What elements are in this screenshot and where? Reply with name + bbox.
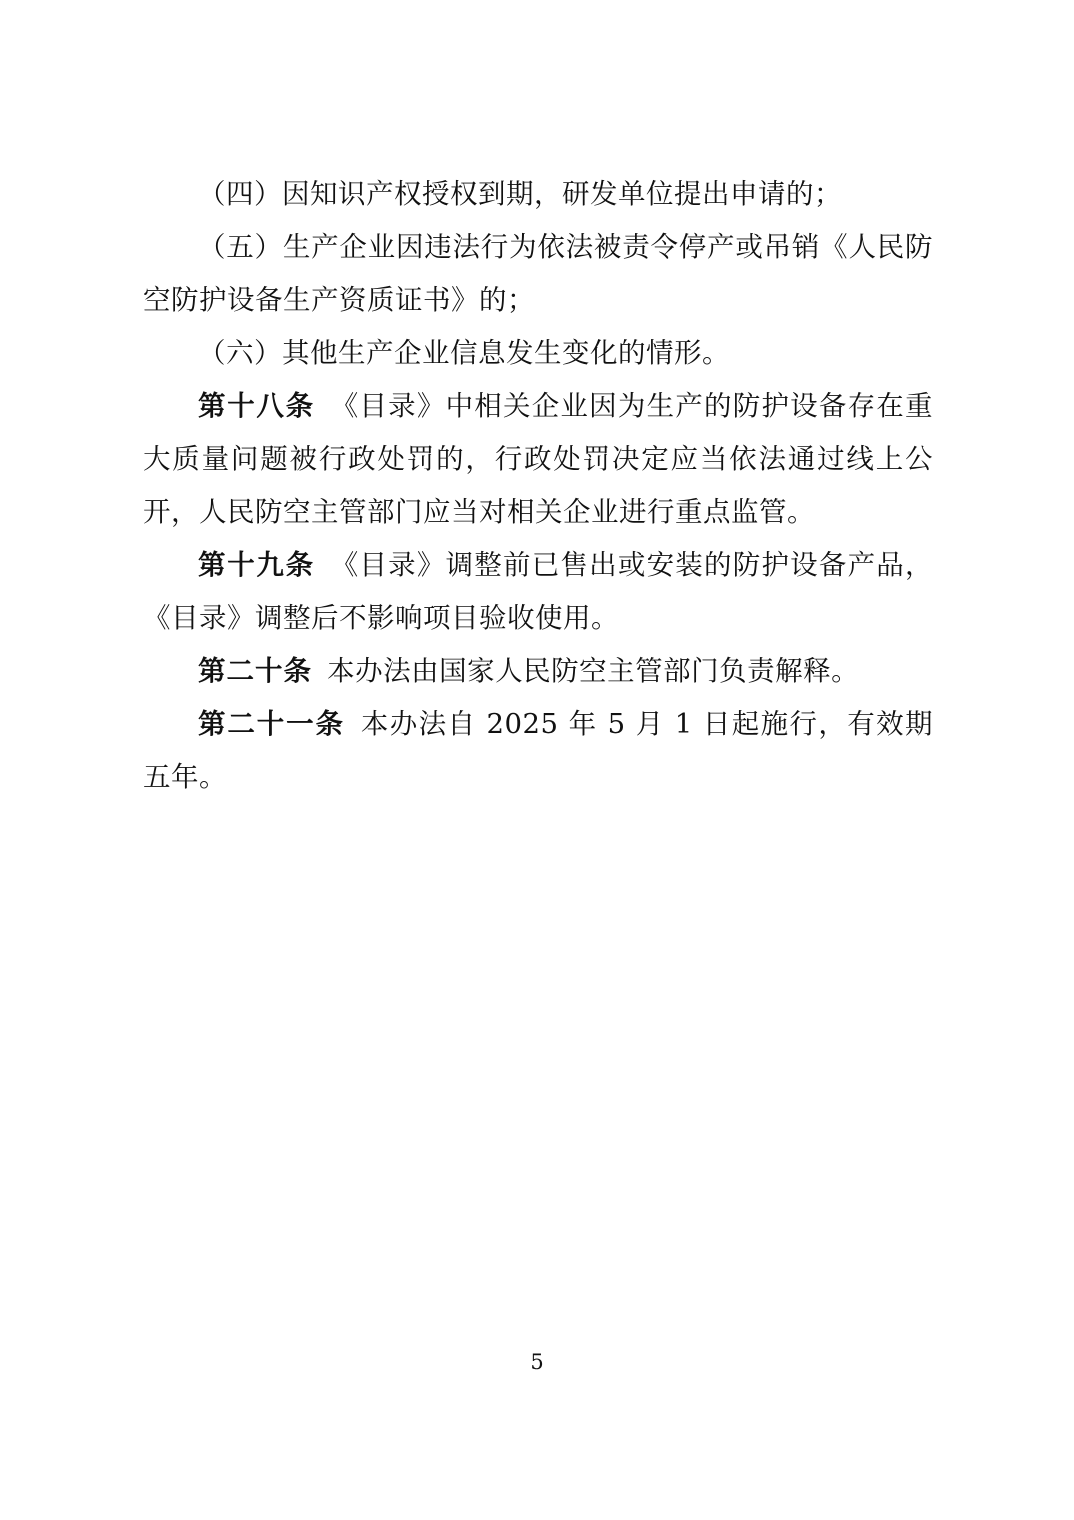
article-18 — [143, 380, 933, 539]
article-19-label: 第十九条 — [198, 549, 315, 581]
list-item-five-text: （五）生产企业因违法行为依法被责令停产或吊销《人民防空防护设备生产资质证书》的； — [143, 231, 933, 316]
document-body — [143, 168, 933, 804]
article-21-text: 本办法自 2025 年 5 月 1 日起施行，有效期五年。 — [143, 708, 933, 793]
article-21 — [143, 698, 933, 804]
article-21-label: 第二十一条 — [198, 708, 345, 740]
article-20-label: 第二十条 — [198, 655, 312, 687]
list-item-six — [143, 327, 933, 380]
page-number: 5 — [530, 1350, 544, 1374]
article-18-label: 第十八条 — [198, 390, 315, 422]
list-item-four — [143, 168, 933, 221]
article-20 — [143, 645, 933, 698]
list-item-five — [143, 221, 933, 327]
article-18-text: 《目录》中相关企业因为生产的防护设备存在重大质量问题被行政处罚的，行政处罚决定应当依法通过线上公开，人民防空主管部门应当对相关企业进行重点监管。 — [143, 390, 934, 528]
list-item-six-text: （六）其他生产企业信息发生变化的情形。 — [198, 337, 730, 369]
article-19-text: 《目录》调整前已售出或安装的防护设备产品，《目录》调整后不影响项目验收使用。 — [143, 549, 934, 634]
article-20-text: 本办法由国家人民防空主管部门负责解释。 — [327, 655, 860, 687]
list-item-four-text: （四）因知识产权授权到期，研发单位提出申请的； — [198, 178, 842, 210]
article-19 — [143, 539, 933, 645]
